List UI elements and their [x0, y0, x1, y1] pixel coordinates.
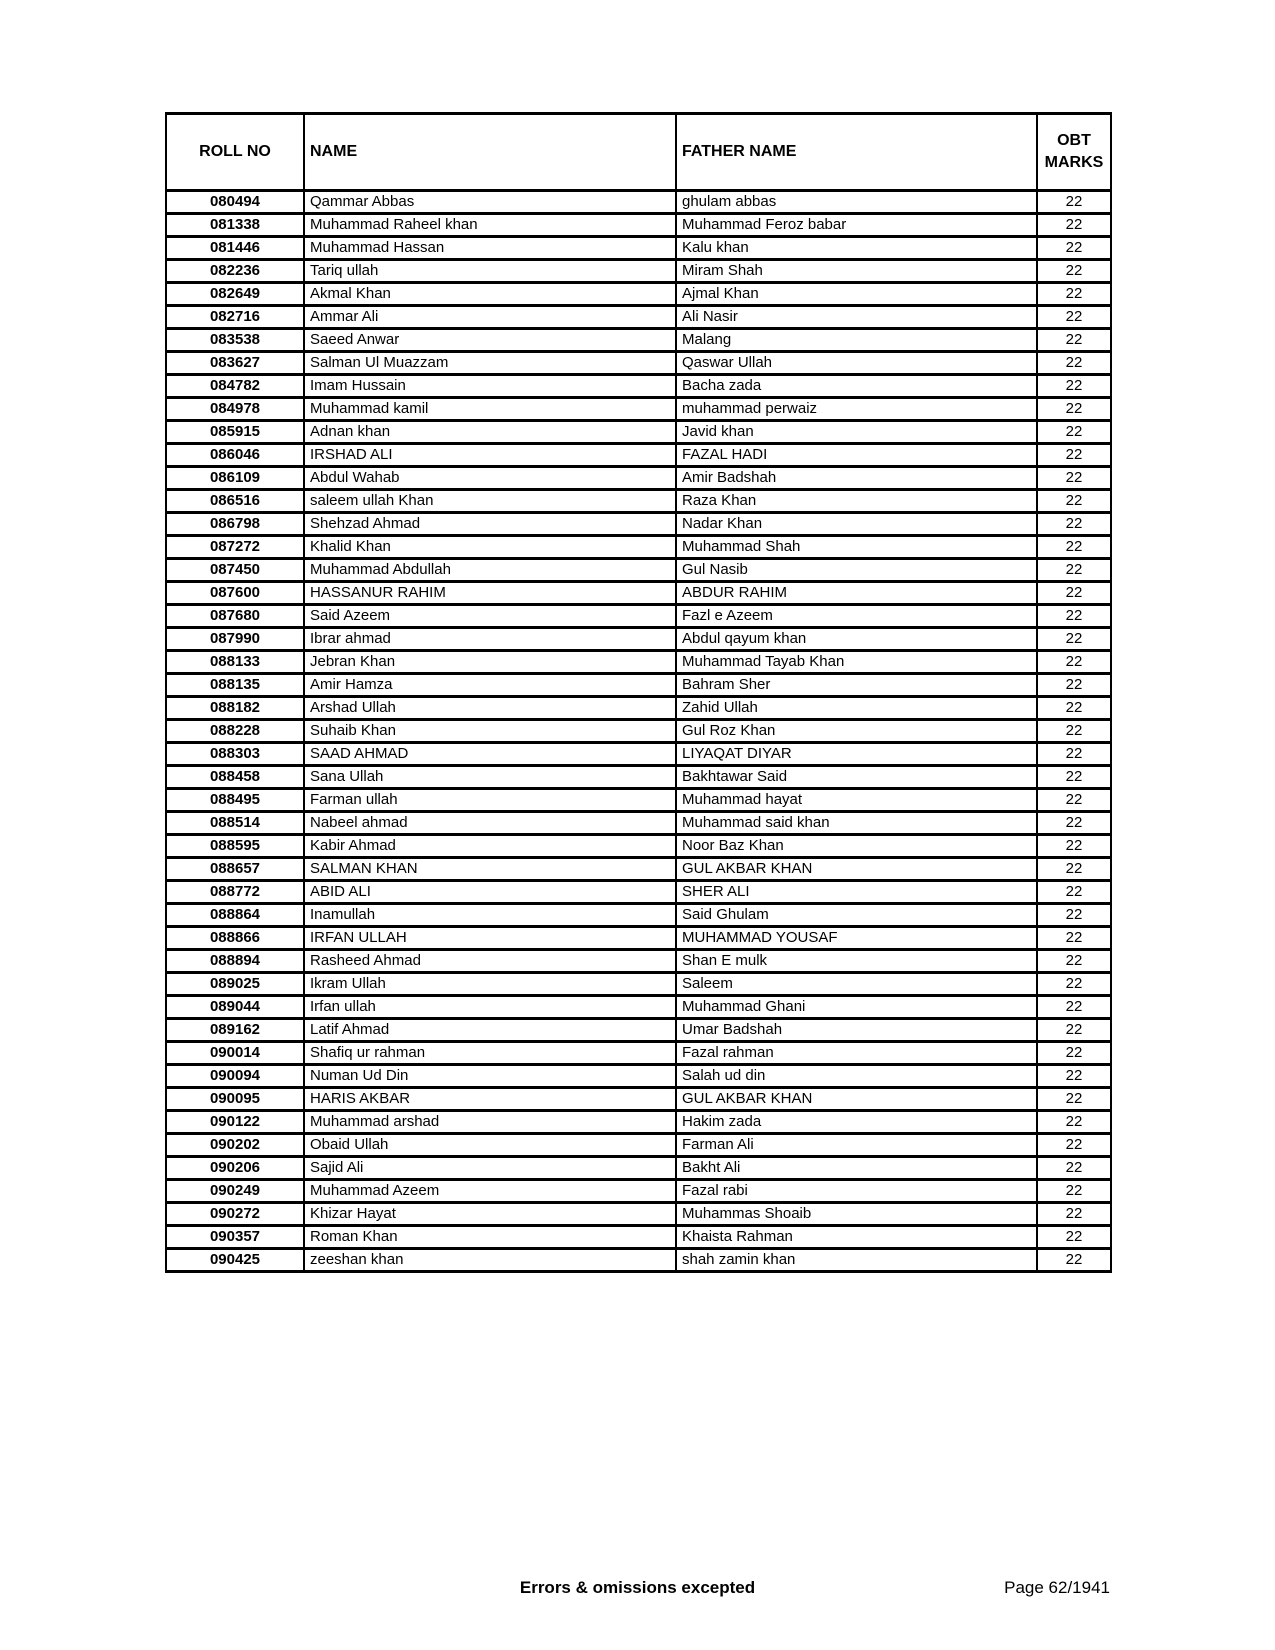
- table-row: [166, 973, 1111, 996]
- cell-roll: 089025: [166, 973, 304, 996]
- cell-father: Bahram Sher: [676, 674, 1037, 697]
- table-row: [166, 743, 1111, 766]
- cell-marks: 22: [1037, 835, 1111, 858]
- cell-marks: 22: [1037, 513, 1111, 536]
- table-row: [166, 996, 1111, 1019]
- cell-marks: 22: [1037, 260, 1111, 283]
- cell-name: Jebran Khan: [304, 651, 676, 674]
- cell-father: Zahid Ullah: [676, 697, 1037, 720]
- cell-name: IRFAN ULLAH: [304, 927, 676, 950]
- cell-father: Hakim zada: [676, 1111, 1037, 1134]
- cell-marks: 22: [1037, 1157, 1111, 1180]
- cell-name: Farman ullah: [304, 789, 676, 812]
- table-row: [166, 237, 1111, 260]
- table-row: [166, 651, 1111, 674]
- cell-father: Malang: [676, 329, 1037, 352]
- cell-name: Adnan khan: [304, 421, 676, 444]
- cell-name: Nabeel ahmad: [304, 812, 676, 835]
- cell-marks: 22: [1037, 789, 1111, 812]
- cell-father: Raza Khan: [676, 490, 1037, 513]
- cell-name: Abdul Wahab: [304, 467, 676, 490]
- cell-father: GUL AKBAR KHAN: [676, 858, 1037, 881]
- cell-name: Ibrar ahmad: [304, 628, 676, 651]
- cell-name: Sajid Ali: [304, 1157, 676, 1180]
- cell-father: Qaswar Ullah: [676, 352, 1037, 375]
- cell-marks: 22: [1037, 996, 1111, 1019]
- cell-father: Javid khan: [676, 421, 1037, 444]
- table-row: [166, 1065, 1111, 1088]
- cell-father: Noor Baz Khan: [676, 835, 1037, 858]
- cell-father: Farman Ali: [676, 1134, 1037, 1157]
- cell-roll: 082716: [166, 306, 304, 329]
- cell-name: IRSHAD ALI: [304, 444, 676, 467]
- cell-roll: 084978: [166, 398, 304, 421]
- footer-page-number: Page 62/1941: [1004, 1578, 1110, 1597]
- cell-father: Amir Badshah: [676, 467, 1037, 490]
- header-roll-no: ROLL NO: [166, 114, 304, 191]
- cell-name: SALMAN KHAN: [304, 858, 676, 881]
- cell-marks: 22: [1037, 720, 1111, 743]
- table-row: [166, 1249, 1111, 1272]
- cell-marks: 22: [1037, 1111, 1111, 1134]
- cell-marks: 22: [1037, 191, 1111, 214]
- cell-marks: 22: [1037, 1226, 1111, 1249]
- cell-father: shah zamin khan: [676, 1249, 1037, 1272]
- table-row: [166, 628, 1111, 651]
- cell-father: Kalu khan: [676, 237, 1037, 260]
- table-row: [166, 1088, 1111, 1111]
- cell-father: Ajmal Khan: [676, 283, 1037, 306]
- header-father-name: FATHER NAME: [676, 114, 1037, 191]
- header-obt-marks: OBT MARKS: [1037, 114, 1111, 191]
- cell-marks: 22: [1037, 421, 1111, 444]
- cell-roll: 090357: [166, 1226, 304, 1249]
- cell-marks: 22: [1037, 398, 1111, 421]
- cell-father: Nadar Khan: [676, 513, 1037, 536]
- cell-roll: 088864: [166, 904, 304, 927]
- cell-name: HARIS AKBAR: [304, 1088, 676, 1111]
- cell-name: Inamullah: [304, 904, 676, 927]
- cell-roll: 088133: [166, 651, 304, 674]
- cell-marks: 22: [1037, 559, 1111, 582]
- cell-name: SAAD AHMAD: [304, 743, 676, 766]
- footer-note: Errors & omissions excepted: [519, 1578, 756, 1597]
- cell-father: ghulam abbas: [676, 191, 1037, 214]
- cell-father: Said Ghulam: [676, 904, 1037, 927]
- cell-roll: 086046: [166, 444, 304, 467]
- cell-roll: 088495: [166, 789, 304, 812]
- cell-marks: 22: [1037, 1203, 1111, 1226]
- cell-name: Roman Khan: [304, 1226, 676, 1249]
- cell-name: Sana Ullah: [304, 766, 676, 789]
- cell-roll: 090206: [166, 1157, 304, 1180]
- cell-roll: 083627: [166, 352, 304, 375]
- cell-name: Shafiq ur rahman: [304, 1042, 676, 1065]
- cell-roll: 090272: [166, 1203, 304, 1226]
- cell-name: Muhammad Abdullah: [304, 559, 676, 582]
- table-row: [166, 1019, 1111, 1042]
- cell-roll: 086798: [166, 513, 304, 536]
- cell-roll: 082649: [166, 283, 304, 306]
- cell-roll: 088894: [166, 950, 304, 973]
- cell-roll: 088657: [166, 858, 304, 881]
- cell-marks: 22: [1037, 628, 1111, 651]
- cell-roll: 090014: [166, 1042, 304, 1065]
- cell-father: Muhammad Shah: [676, 536, 1037, 559]
- cell-marks: 22: [1037, 329, 1111, 352]
- cell-father: ABDUR RAHIM: [676, 582, 1037, 605]
- table-row: [166, 306, 1111, 329]
- cell-name: Ikram Ullah: [304, 973, 676, 996]
- table-row: [166, 283, 1111, 306]
- cell-name: Saeed Anwar: [304, 329, 676, 352]
- table-row: [166, 1134, 1111, 1157]
- cell-father: Bacha zada: [676, 375, 1037, 398]
- cell-roll: 088772: [166, 881, 304, 904]
- table-body: [166, 191, 1111, 1272]
- cell-roll: 086516: [166, 490, 304, 513]
- table-row: [166, 1203, 1111, 1226]
- cell-marks: 22: [1037, 352, 1111, 375]
- cell-father: Miram Shah: [676, 260, 1037, 283]
- cell-name: Kabir Ahmad: [304, 835, 676, 858]
- cell-father: Fazl e Azeem: [676, 605, 1037, 628]
- table-row: [166, 697, 1111, 720]
- cell-father: Fazal rahman: [676, 1042, 1037, 1065]
- page-footer: [165, 1578, 1110, 1604]
- table-row: [166, 490, 1111, 513]
- cell-name: Qammar Abbas: [304, 191, 676, 214]
- cell-father: Muhammad Feroz babar: [676, 214, 1037, 237]
- cell-roll: 080494: [166, 191, 304, 214]
- cell-marks: 22: [1037, 927, 1111, 950]
- header-name: NAME: [304, 114, 676, 191]
- cell-name: Salman Ul Muazzam: [304, 352, 676, 375]
- cell-marks: 22: [1037, 306, 1111, 329]
- cell-name: Khalid Khan: [304, 536, 676, 559]
- table-row: [166, 398, 1111, 421]
- cell-name: Muhammad Hassan: [304, 237, 676, 260]
- cell-father: Muhammad said khan: [676, 812, 1037, 835]
- cell-roll: 090095: [166, 1088, 304, 1111]
- cell-name: Shehzad Ahmad: [304, 513, 676, 536]
- cell-marks: 22: [1037, 1249, 1111, 1272]
- cell-roll: 090122: [166, 1111, 304, 1134]
- cell-name: ABID ALI: [304, 881, 676, 904]
- table-row: [166, 421, 1111, 444]
- table-row: [166, 444, 1111, 467]
- cell-roll: 088228: [166, 720, 304, 743]
- table-row: [166, 536, 1111, 559]
- table-row: [166, 789, 1111, 812]
- table-row: [166, 927, 1111, 950]
- table-row: [166, 881, 1111, 904]
- cell-marks: 22: [1037, 1088, 1111, 1111]
- cell-marks: 22: [1037, 881, 1111, 904]
- cell-name: Khizar Hayat: [304, 1203, 676, 1226]
- cell-marks: 22: [1037, 1180, 1111, 1203]
- cell-roll: 082236: [166, 260, 304, 283]
- cell-father: Abdul qayum khan: [676, 628, 1037, 651]
- cell-roll: 088514: [166, 812, 304, 835]
- cell-name: HASSANUR RAHIM: [304, 582, 676, 605]
- table-row: [166, 858, 1111, 881]
- table-row: [166, 720, 1111, 743]
- cell-marks: 22: [1037, 858, 1111, 881]
- cell-father: Muhammad hayat: [676, 789, 1037, 812]
- cell-marks: 22: [1037, 375, 1111, 398]
- cell-father: FAZAL HADI: [676, 444, 1037, 467]
- cell-father: Saleem: [676, 973, 1037, 996]
- table-row: [166, 467, 1111, 490]
- cell-name: Muhammad kamil: [304, 398, 676, 421]
- cell-roll: 089044: [166, 996, 304, 1019]
- cell-marks: 22: [1037, 582, 1111, 605]
- cell-name: Obaid Ullah: [304, 1134, 676, 1157]
- table-row: [166, 904, 1111, 927]
- cell-roll: 090094: [166, 1065, 304, 1088]
- cell-roll: 083538: [166, 329, 304, 352]
- cell-name: Numan Ud Din: [304, 1065, 676, 1088]
- cell-father: MUHAMMAD YOUSAF: [676, 927, 1037, 950]
- table-row: [166, 260, 1111, 283]
- cell-roll: 090249: [166, 1180, 304, 1203]
- table-row: [166, 214, 1111, 237]
- cell-roll: 088182: [166, 697, 304, 720]
- cell-marks: 22: [1037, 674, 1111, 697]
- table-row: [166, 559, 1111, 582]
- cell-father: LIYAQAT DIYAR: [676, 743, 1037, 766]
- cell-name: Irfan ullah: [304, 996, 676, 1019]
- cell-roll: 089162: [166, 1019, 304, 1042]
- table-row: [166, 950, 1111, 973]
- cell-roll: 085915: [166, 421, 304, 444]
- cell-name: Said Azeem: [304, 605, 676, 628]
- table-row: [166, 329, 1111, 352]
- cell-marks: 22: [1037, 697, 1111, 720]
- cell-marks: 22: [1037, 214, 1111, 237]
- cell-name: Arshad Ullah: [304, 697, 676, 720]
- cell-name: Tariq ullah: [304, 260, 676, 283]
- cell-marks: 22: [1037, 605, 1111, 628]
- cell-marks: 22: [1037, 1134, 1111, 1157]
- cell-marks: 22: [1037, 812, 1111, 835]
- cell-roll: 087600: [166, 582, 304, 605]
- cell-name: Muhammad Azeem: [304, 1180, 676, 1203]
- cell-marks: 22: [1037, 237, 1111, 260]
- cell-marks: 22: [1037, 1019, 1111, 1042]
- cell-marks: 22: [1037, 743, 1111, 766]
- cell-father: muhammad perwaiz: [676, 398, 1037, 421]
- table-row: [166, 1226, 1111, 1249]
- cell-name: Ammar Ali: [304, 306, 676, 329]
- table-row: [166, 513, 1111, 536]
- cell-name: saleem ullah Khan: [304, 490, 676, 513]
- cell-father: Muhammad Ghani: [676, 996, 1037, 1019]
- table-row: [166, 352, 1111, 375]
- cell-name: Suhaib Khan: [304, 720, 676, 743]
- cell-roll: 088458: [166, 766, 304, 789]
- table-row: [166, 812, 1111, 835]
- cell-marks: 22: [1037, 1065, 1111, 1088]
- cell-name: zeeshan khan: [304, 1249, 676, 1272]
- table-row: [166, 1157, 1111, 1180]
- cell-marks: 22: [1037, 1042, 1111, 1065]
- cell-marks: 22: [1037, 467, 1111, 490]
- cell-roll: 088595: [166, 835, 304, 858]
- cell-marks: 22: [1037, 904, 1111, 927]
- cell-roll: 087990: [166, 628, 304, 651]
- cell-marks: 22: [1037, 283, 1111, 306]
- table-row: [166, 375, 1111, 398]
- table-row: [166, 605, 1111, 628]
- table-row: [166, 1111, 1111, 1134]
- cell-father: Bakhtawar Said: [676, 766, 1037, 789]
- cell-father: Shan E mulk: [676, 950, 1037, 973]
- cell-father: Muhammad Tayab Khan: [676, 651, 1037, 674]
- table-row: [166, 582, 1111, 605]
- cell-roll: 081338: [166, 214, 304, 237]
- cell-marks: 22: [1037, 766, 1111, 789]
- cell-roll: 087680: [166, 605, 304, 628]
- cell-father: Fazal rabi: [676, 1180, 1037, 1203]
- cell-father: Umar Badshah: [676, 1019, 1037, 1042]
- table-row: [166, 1180, 1111, 1203]
- cell-name: Imam Hussain: [304, 375, 676, 398]
- cell-marks: 22: [1037, 444, 1111, 467]
- cell-father: Salah ud din: [676, 1065, 1037, 1088]
- cell-marks: 22: [1037, 536, 1111, 559]
- table-row: [166, 191, 1111, 214]
- cell-roll: 087450: [166, 559, 304, 582]
- cell-roll: 088866: [166, 927, 304, 950]
- cell-marks: 22: [1037, 490, 1111, 513]
- cell-marks: 22: [1037, 651, 1111, 674]
- cell-marks: 22: [1037, 973, 1111, 996]
- cell-father: SHER ALI: [676, 881, 1037, 904]
- cell-name: Akmal Khan: [304, 283, 676, 306]
- cell-name: Latif Ahmad: [304, 1019, 676, 1042]
- table-row: [166, 766, 1111, 789]
- cell-father: Ali Nasir: [676, 306, 1037, 329]
- table-row: [166, 674, 1111, 697]
- cell-roll: 084782: [166, 375, 304, 398]
- cell-roll: 090202: [166, 1134, 304, 1157]
- cell-name: Muhammad Raheel khan: [304, 214, 676, 237]
- cell-name: Amir Hamza: [304, 674, 676, 697]
- cell-father: Khaista Rahman: [676, 1226, 1037, 1249]
- cell-roll: 088135: [166, 674, 304, 697]
- results-table: [165, 112, 1112, 1273]
- table-row: [166, 1042, 1111, 1065]
- cell-father: Gul Nasib: [676, 559, 1037, 582]
- cell-father: GUL AKBAR KHAN: [676, 1088, 1037, 1111]
- cell-roll: 087272: [166, 536, 304, 559]
- cell-father: Bakht Ali: [676, 1157, 1037, 1180]
- cell-marks: 22: [1037, 950, 1111, 973]
- table-row: [166, 835, 1111, 858]
- cell-name: Muhammad arshad: [304, 1111, 676, 1134]
- cell-roll: 090425: [166, 1249, 304, 1272]
- cell-father: Muhammas Shoaib: [676, 1203, 1037, 1226]
- header-row: [166, 114, 1111, 191]
- cell-roll: 088303: [166, 743, 304, 766]
- cell-roll: 086109: [166, 467, 304, 490]
- cell-father: Gul Roz Khan: [676, 720, 1037, 743]
- cell-roll: 081446: [166, 237, 304, 260]
- cell-name: Rasheed Ahmad: [304, 950, 676, 973]
